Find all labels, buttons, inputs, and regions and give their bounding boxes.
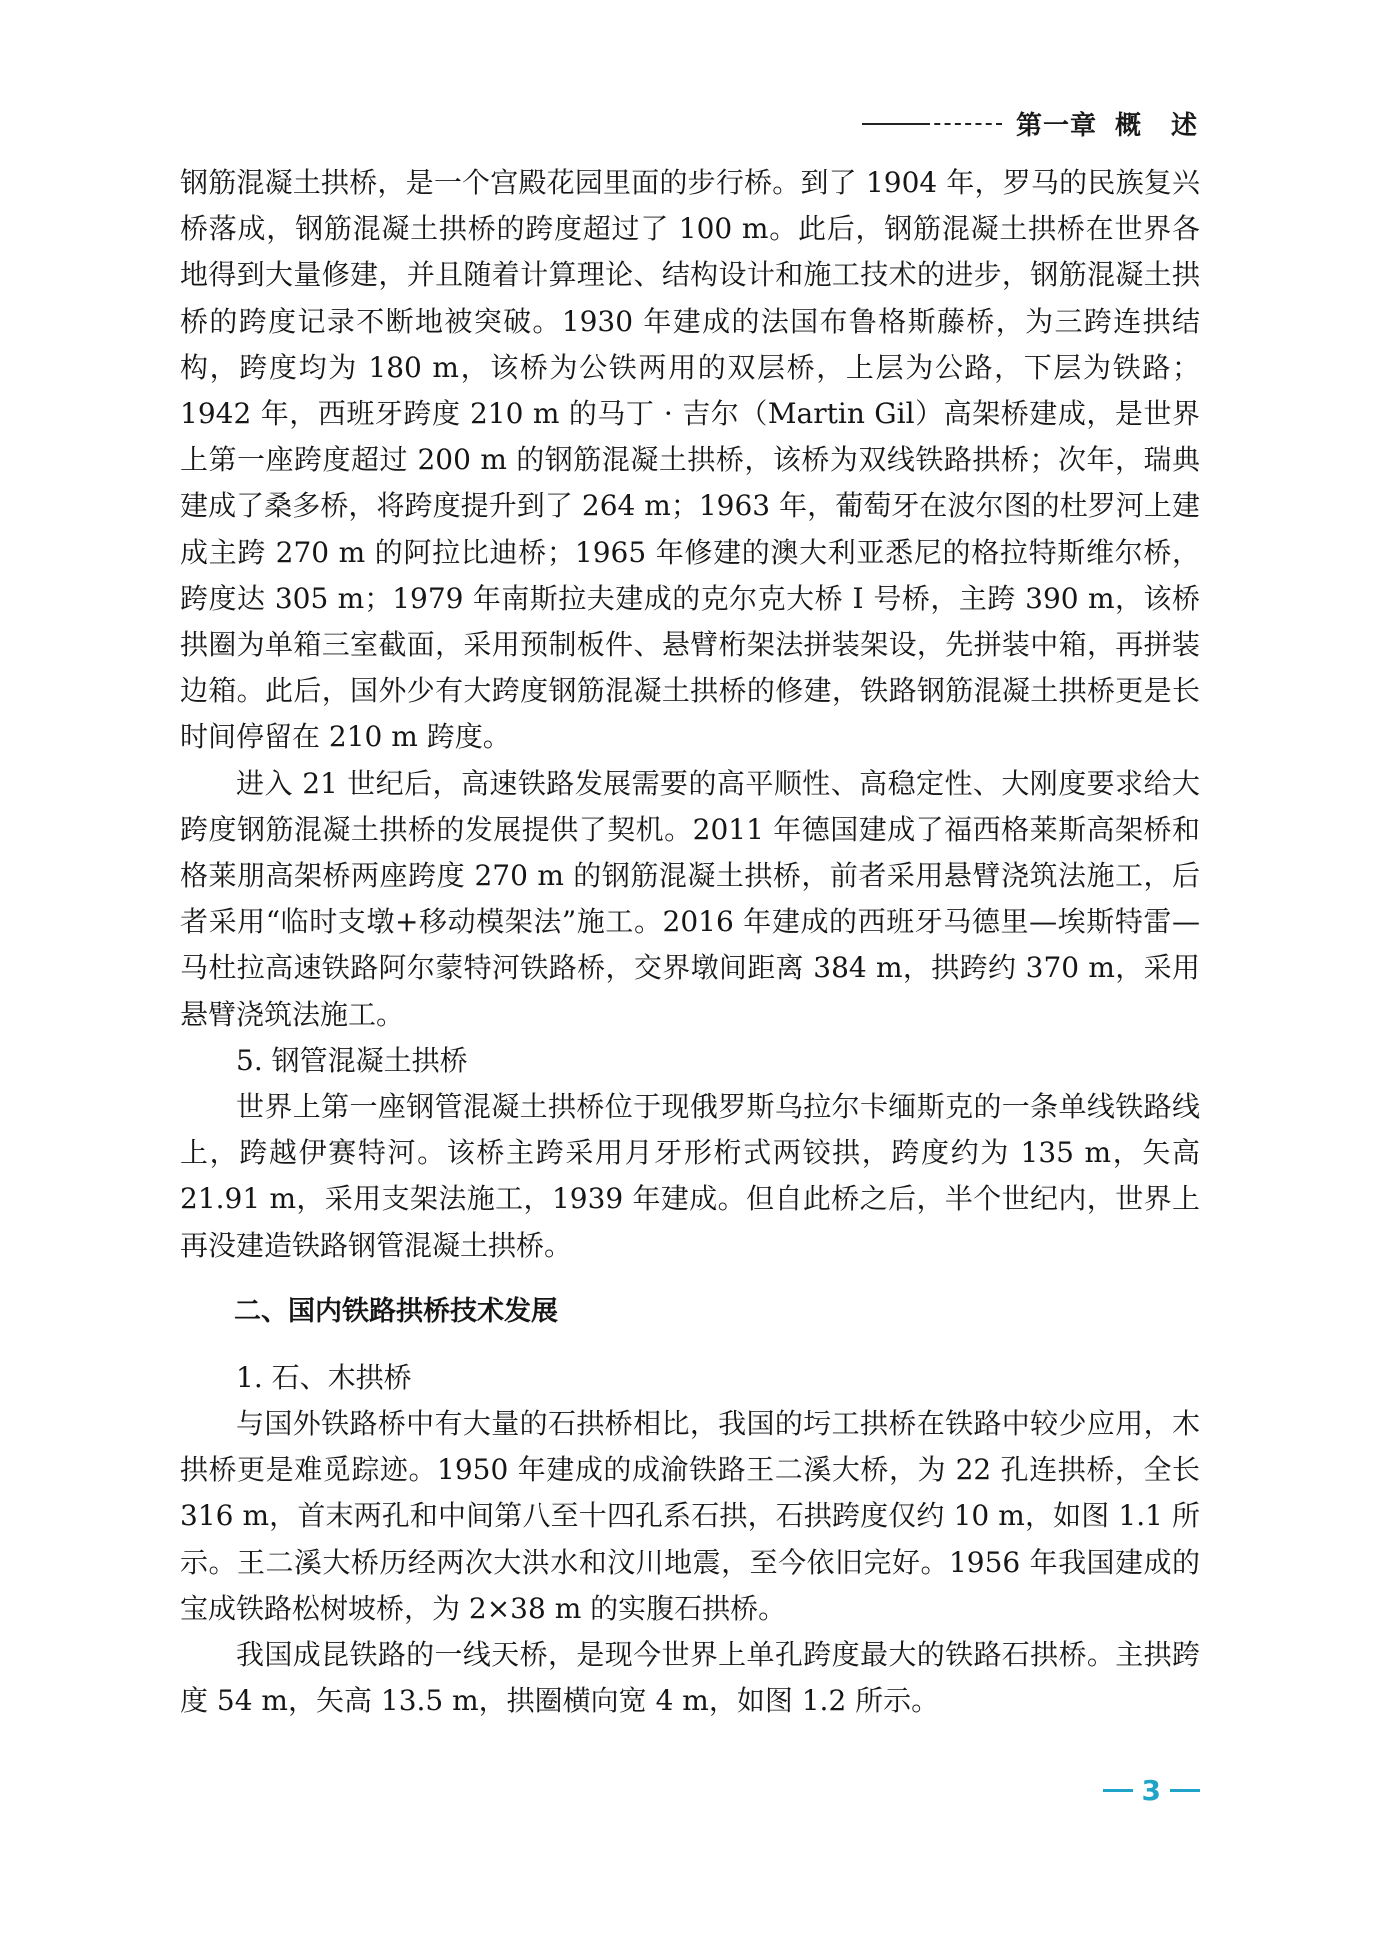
paragraph-cfst-first: 世界上第一座钢管混凝土拱桥位于现俄罗斯乌拉尔卡缅斯克的一条单线铁路线上，跨越伊赛特河。该桥主跨采用月牙形桁式两铰拱，跨度约为 135 m，矢高 21.91 m，采用支架法施工，1939 年建成。但自此桥之后，半个世纪内，世界上再没建造铁路钢管混凝土拱桥。 bbox=[180, 1090, 1200, 1262]
paragraph-21st-century: 进入 21 世纪后，高速铁路发展需要的高平顺性、高稳定性、大刚度要求给大跨度钢筋混凝土拱桥的发展提供了契机。2011 年德国建成了福西格莱斯高架桥和格莱朋高架桥两座跨度 270 m 的钢筋混凝土拱桥，前者采用悬臂浇筑法施工，后者采用“临时支墩+移动模架法”施工。2016 年建成的西班牙马德里—埃斯特雷—马杜拉高速铁路阿尔蒙特河铁路桥，交界墩间距离 384 m，拱跨约 370 m，采用悬臂浇筑法施工。 bbox=[180, 766, 1200, 1031]
page-number bbox=[1103, 1774, 1200, 1807]
chapter-label: 第一章 bbox=[1015, 111, 1097, 141]
subheading-cfst-arch: 5. 钢管混凝土拱桥 bbox=[236, 1043, 468, 1077]
header-rule-solid bbox=[862, 123, 924, 125]
page-number-value: 3 bbox=[1141, 1774, 1161, 1807]
body-text bbox=[180, 160, 1200, 1725]
paragraph-continued: 钢筋混凝土拱桥，是一个宫殿花园里面的步行桥。到了 1904 年，罗马的民族复兴桥落成，钢筋混凝土拱桥的跨度超过了 100 m。此后，钢筋混凝土拱桥在世界各地得到大量修建，并且随着计算理论、结构设计和施工技术的进步，钢筋混凝土拱桥的跨度记录不断地被突破。1930 年建成的法国布鲁格斯藤桥，为三跨连拱结构，跨度均为 180 m，该桥为公铁两用的双层桥，上层为公路，下层为铁路；1942 年，西班牙跨度 210 m 的马丁 · 吉尔（Martin Gil）高架桥建成，是世界上第一座跨度超过 200 m 的钢筋混凝土拱桥，该桥为双线铁路拱桥；次年，瑞典建成了桑多桥，将跨度提升到了 264 m；1963 年，葡萄牙在波尔图的杜罗河上建成主跨 270 m 的阿拉比迪桥；1965 年修建的澳大利亚悉尼的格拉特斯维尔桥，跨度达 305 m；1979 年南斯拉夫建成的克尔克大桥 Ⅰ 号桥，主跨 390 m，该桥拱圈为单箱三室截面，采用预制板件、悬臂桁架法拼装架设，先拼装中箱，再拼装边箱。此后，国外少有大跨度钢筋混凝土拱桥的修建，铁路钢筋混凝土拱桥更是长时间停留在 210 m 跨度。 bbox=[180, 166, 1200, 754]
subheading-stone-wood-arch: 1. 石、木拱桥 bbox=[236, 1360, 412, 1394]
section-heading: 二、国内铁路拱桥技术发展 bbox=[234, 1295, 558, 1327]
page-number-dash-left bbox=[1103, 1789, 1133, 1792]
running-header bbox=[862, 105, 1227, 142]
header-rule bbox=[862, 123, 1002, 125]
chapter-title: 概述 bbox=[1114, 111, 1227, 141]
header-rule-dashed bbox=[924, 123, 1002, 125]
paragraph-yixiantian-bridge: 我国成昆铁路的一线天桥，是现今世界上单孔跨度最大的铁路石拱桥。主拱跨度 54 m，矢高 13.5 m，拱圈横向宽 4 m，如图 1.2 所示。 bbox=[180, 1638, 1200, 1718]
page-number-dash-right bbox=[1170, 1789, 1200, 1792]
paragraph-masonry-arch: 与国外铁路桥中有大量的石拱桥相比，我国的圬工拱桥在铁路中较少应用，木拱桥更是难觅踪迹。1950 年建成的成渝铁路王二溪大桥，为 22 孔连拱桥，全长 316 m，首末两孔和中间第八至十四孔系石拱，石拱跨度仅约 10 m，如图 1.1 所示。王二溪大桥历经两次大洪水和汶川地震，至今依旧完好。1956 年我国建成的宝成铁路松树坡桥，为 2×38 m 的实腹石拱桥。 bbox=[180, 1407, 1200, 1625]
